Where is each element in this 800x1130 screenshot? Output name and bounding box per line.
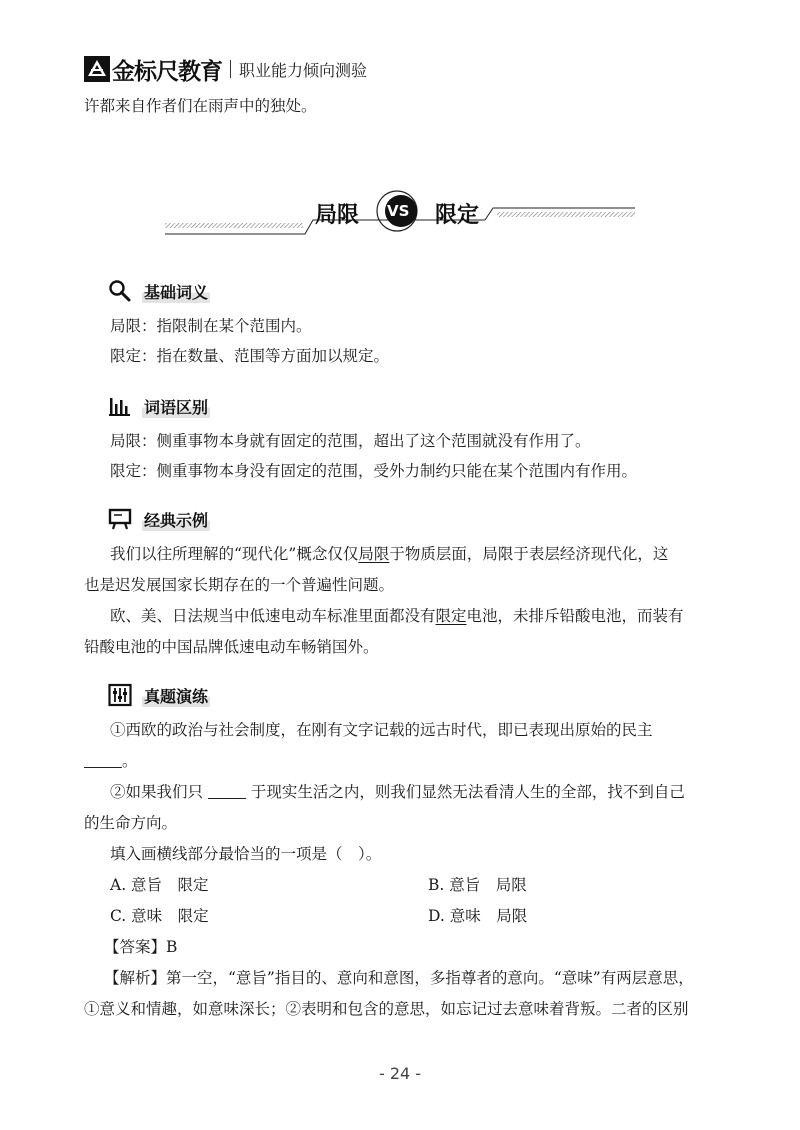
- banner-left-word: 局限: [315, 202, 360, 228]
- easel-board-icon: [108, 507, 132, 531]
- option-c: C. 意味 限定: [110, 907, 209, 925]
- section-basic-title: 基础词义: [142, 280, 210, 303]
- title-banner: [165, 190, 635, 240]
- bar-chart-icon: [108, 394, 132, 418]
- brand-logo-icon: [84, 56, 110, 82]
- header-brand: [84, 52, 367, 86]
- question-1-line-2: 。: [84, 751, 138, 771]
- section-examples-header: [108, 507, 210, 531]
- banner-right-word: 限定: [435, 202, 480, 228]
- section-practice-title: 真题演练: [142, 684, 210, 707]
- basic-line-1: 局限：指限制在某个范围内。: [110, 317, 312, 335]
- basic-line-2: 限定：指在数量、范围等方面加以规定。: [110, 347, 390, 365]
- diff-line-1: 局限：侧重事物本身就有固定的范围，超出了这个范围就没有作用了。: [110, 432, 591, 450]
- question-2-line-1: ②如果我们只 于现实生活之内，则我们显然无法看清人生的全部，找不到自己: [110, 783, 685, 801]
- analysis-line-2: ①意义和情趣，如意味深长；②表明和包含的意思，如忘记过去意味着背叛。二者的区别: [84, 1000, 689, 1018]
- section-basic-header: [108, 279, 210, 303]
- example-2-line-2: 铅酸电池的中国品牌低速电动车畅销国外。: [84, 638, 379, 656]
- brand-name: 金标尺教育: [112, 58, 222, 85]
- magnifier-icon: [108, 279, 132, 303]
- example-2-keyword: 限定: [435, 607, 467, 625]
- analysis-line-1: 【解析】第一空，“意旨”指目的、意向和意图，多指尊者的意向。“意味”有两层意思，: [104, 969, 694, 987]
- question-2-blank: [208, 784, 246, 799]
- example-1-line-1: 我们以往所理解的“现代化”概念仅仅局限于物质层面，局限于表层经济现代化，这: [110, 545, 669, 563]
- question-1-line-1: ①西欧的政治与社会制度，在刚有文字记载的远古时代，即已表现出原始的民主: [110, 721, 653, 739]
- answer-line: 【答案】B: [104, 938, 178, 956]
- header-subtitle: 职业能力倾向测验: [239, 60, 368, 80]
- option-a: A. 意旨 限定: [110, 876, 209, 894]
- section-diff-title: 词语区别: [142, 395, 210, 418]
- intro-text: 许都来自作者们在雨声中的独处。: [84, 97, 317, 115]
- example-1-keyword: 局限: [358, 545, 390, 563]
- example-2-line-1: 欧、美、日法规当中低速电动车标准里面都没有限定电池，未排斥铅酸电池，而装有: [110, 607, 684, 625]
- page-number: - 24 -: [378, 1064, 422, 1083]
- brand-divider: [230, 60, 231, 78]
- option-b: B. 意旨 局限: [428, 876, 527, 894]
- section-diff-header: [108, 394, 210, 418]
- question-1-blank: [84, 753, 122, 768]
- equalizer-icon: [108, 683, 132, 707]
- question-prompt: 填入画横线部分最恰当的一项是（ ）。: [110, 845, 382, 863]
- question-2-line-2: 的生命方向。: [84, 814, 178, 832]
- example-1-line-2: 也是迟发展国家长期存在的一个普遍性问题。: [84, 576, 395, 594]
- section-examples-title: 经典示例: [142, 508, 210, 531]
- section-practice-header: [108, 683, 210, 707]
- diff-line-2: 限定：侧重事物本身没有固定的范围，受外力制约只能在某个范围内有作用。: [110, 462, 638, 480]
- option-d: D. 意味 局限: [428, 907, 528, 925]
- vs-badge: VS: [387, 202, 410, 220]
